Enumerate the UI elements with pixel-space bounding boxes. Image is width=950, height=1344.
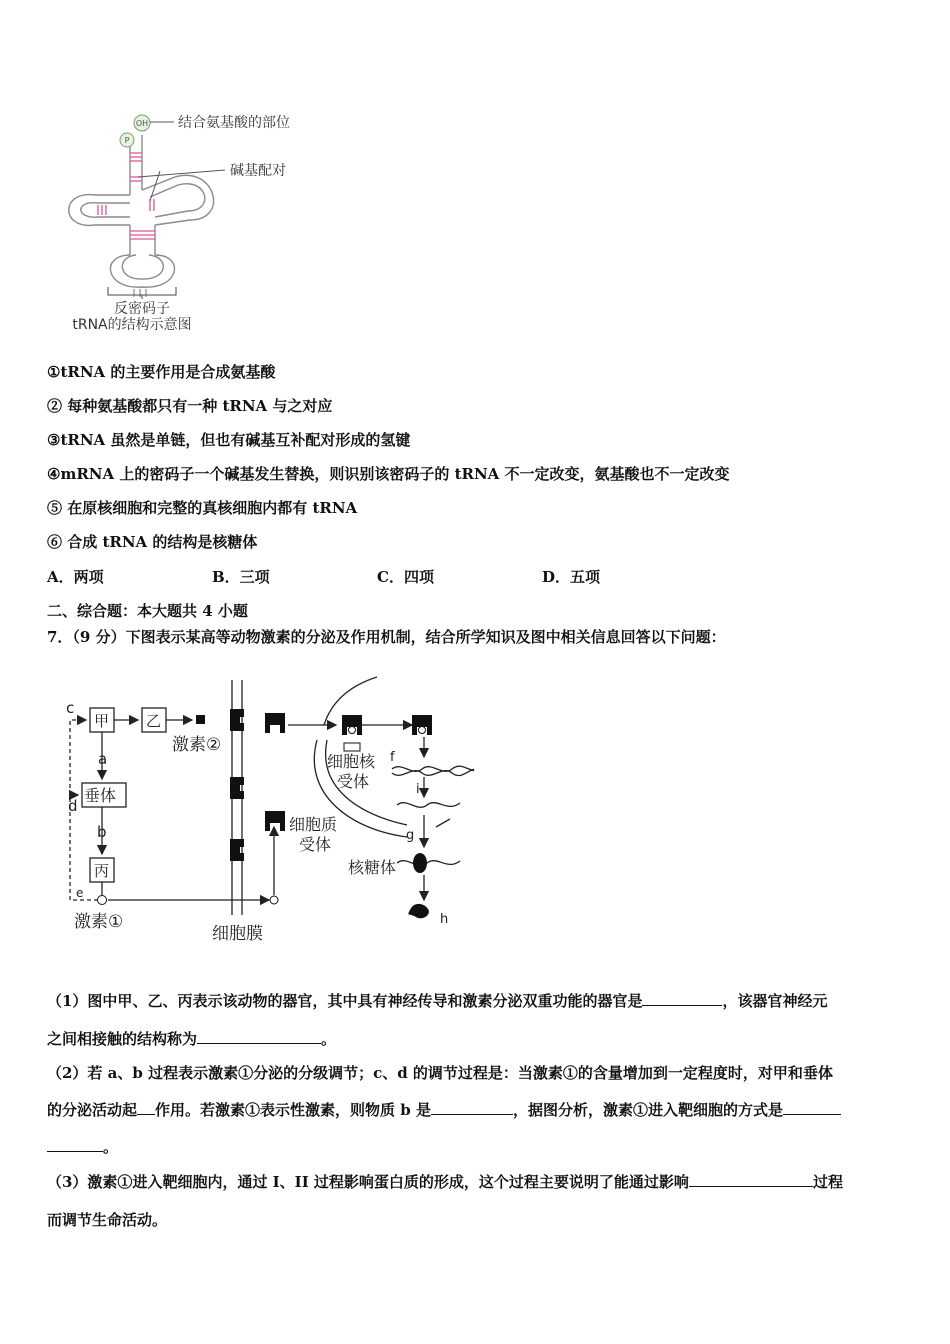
q3-line2-text: 而调节生命活动。 [47, 1211, 168, 1229]
option-d[interactable]: D．五项 [542, 568, 601, 586]
label-cell-membrane: 细胞膜 [212, 924, 263, 944]
q1-line2-text-a: 之间相接触的结构称为 [47, 1030, 198, 1048]
statement-3: ③tRNA 虽然是单链，但也有碱基互补配对形成的氢键 [47, 431, 411, 449]
q3-line1 [47, 1171, 907, 1192]
label-a: a [98, 750, 108, 768]
q2-blank-3-cont[interactable] [47, 1137, 103, 1152]
base-pair-label: 碱基配对 [230, 163, 286, 179]
q1-line1-text-b: ，该器官神经元 [722, 992, 828, 1010]
q2-line2-text-b: 作用。若激素①表示性激素，则物质 b 是 [155, 1101, 431, 1119]
q3-line1-text-b: 过程 [812, 1173, 843, 1191]
label-h: h [440, 912, 449, 927]
anticodon-label: 反密码子 [114, 301, 170, 317]
q2-line2-text-a: 的分泌活动起 [47, 1101, 138, 1119]
label-g: g [406, 828, 415, 843]
q3-line1-text-a: （3）激素①进入靶细胞内，通过 I、II 过程影响蛋白质的形成，这个过程主要说明了能通过影响 [47, 1173, 689, 1191]
label-chuiti: 垂体 [84, 786, 117, 805]
label-cyto-receptor-line2: 受体 [299, 835, 332, 854]
label-c: c [66, 699, 75, 717]
option-a[interactable]: A．两项 [47, 568, 104, 586]
q2-line3-text-b: 。 [103, 1138, 119, 1156]
amino-site-label: 结合氨基酸的部位 [178, 115, 290, 131]
label-i: i [416, 782, 420, 797]
label-d: d [68, 797, 78, 815]
q2-blank-2[interactable] [431, 1100, 513, 1115]
q2-line2 [47, 1099, 907, 1120]
q1-blank-1[interactable] [642, 991, 722, 1006]
q2-line2-text-c: ，据图分析，激素①进入靶细胞的方式是 [512, 1101, 783, 1119]
trna-figure-caption: tRNA的结构示意图 [72, 317, 192, 333]
oh-label: OH [135, 119, 149, 128]
q2-line1 [47, 1062, 907, 1083]
q2-line1-text: （2）若 a、b 过程表示激素①分泌的分级调节；c、d 的调节过程是：当激素①的含量增加到一定程度时，对甲和垂体 [47, 1064, 833, 1082]
statement-1: ①tRNA 的主要作用是合成氨基酸 [47, 363, 276, 381]
label-nuclear-receptor-line2: 受体 [337, 772, 370, 791]
p-label: P [124, 136, 130, 145]
q1-line1 [47, 990, 907, 1011]
q1-line1-text-a: （1）图中甲、乙、丙表示该动物的器官，其中具有神经传导和激素分泌双重功能的器官是 [47, 992, 643, 1010]
q3-blank-1[interactable] [689, 1172, 813, 1187]
q1-line2 [47, 1028, 907, 1049]
option-b[interactable]: B．三项 [212, 568, 270, 586]
q2-blank-3[interactable] [783, 1100, 841, 1115]
option-c[interactable]: C．四项 [377, 568, 434, 586]
label-bing: 丙 [94, 862, 110, 880]
label-yi: 乙 [146, 712, 162, 730]
q1-blank-2[interactable] [197, 1029, 321, 1044]
label-nuclear-receptor-line1: 细胞核 [327, 752, 376, 771]
label-e: e [76, 886, 84, 900]
q1-line2-text-b: 。 [321, 1030, 337, 1048]
q2-blank-1[interactable] [137, 1100, 155, 1115]
label-jia: 甲 [94, 712, 110, 730]
q2-line3 [47, 1136, 907, 1157]
section-heading: 二、综合题：本大题共 4 小题 [47, 602, 248, 620]
statement-5: ⑤ 在原核细胞和完整的真核细胞内都有 tRNA [47, 499, 358, 517]
label-f: f [390, 750, 395, 765]
label-b: b [97, 823, 107, 841]
hormone-mechanism-figure [62, 665, 482, 950]
trna-structure-figure [50, 105, 340, 340]
q3-line2 [47, 1209, 907, 1230]
question-7-stem: 7．（9 分）下图表示某高等动物激素的分泌及作用机制，结合所学知识及图中相关信息回答以下问题： [47, 628, 726, 646]
label-hormone1: 激素① [74, 912, 124, 932]
statement-4: ④mRNA 上的密码子一个碱基发生替换，则识别该密码子的 tRNA 不一定改变，氨基酸也不一定改变 [47, 465, 730, 483]
label-hormone2: 激素② [172, 735, 222, 755]
statement-6: ⑥ 合成 tRNA 的结构是核糖体 [47, 533, 258, 551]
statement-2: ② 每种氨基酸都只有一种 tRNA 与之对应 [47, 397, 333, 415]
label-ribosome: 核糖体 [348, 858, 397, 877]
label-cyto-receptor-line1: 细胞质 [289, 815, 338, 834]
